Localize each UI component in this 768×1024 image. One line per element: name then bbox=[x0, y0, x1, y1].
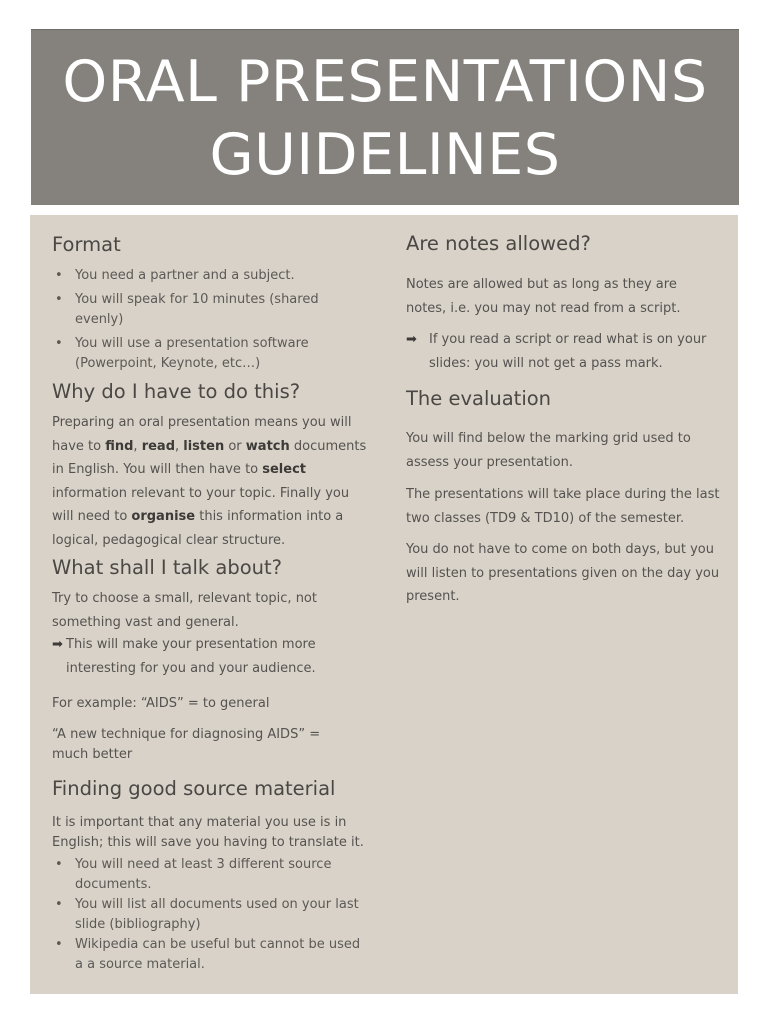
talk-arrow-line bbox=[52, 633, 366, 680]
list-item: • You will list all documents used on your last slide (bibliography) bbox=[52, 895, 372, 935]
why-heading: Why do I have to do this? bbox=[52, 380, 301, 403]
keyword-organise: organise bbox=[131, 509, 196, 524]
keyword-read: read bbox=[141, 438, 175, 454]
content-panel bbox=[30, 215, 738, 994]
talk-heading: What shall I talk about? bbox=[52, 556, 283, 579]
talk-example-1: For example: “AIDS” = to general bbox=[52, 696, 270, 711]
talk-paragraph: Try to choose a small, relevant topic, not something vast and general. bbox=[52, 591, 317, 630]
arrow-icon: ➡ bbox=[406, 332, 417, 347]
why-text-3: information relevant to your topic. Finally you will need to bbox=[52, 485, 350, 524]
title-line-2: GUIDELINES bbox=[209, 122, 561, 188]
notes-paragraph: Notes are allowed but as long as they are notes, i.e. you may not read from a script. bbox=[406, 277, 681, 316]
why-sep: , bbox=[133, 438, 142, 454]
evaluation-paragraph-1: You will find below the marking grid used to assess your presentation. bbox=[406, 431, 691, 470]
list-item: • You will speak for 10 minutes (shared evenly) bbox=[52, 290, 352, 330]
list-item: • You need a partner and a subject. bbox=[52, 266, 352, 286]
why-sep: , bbox=[175, 438, 184, 454]
list-item: • You will use a presentation software (Powerpoint, Keynote, etc…) bbox=[52, 334, 352, 374]
keyword-listen: listen bbox=[183, 438, 225, 454]
keyword-watch: watch bbox=[245, 438, 290, 454]
evaluation-heading: The evaluation bbox=[406, 387, 552, 410]
title-line-1: ORAL PRESENTATIONS bbox=[62, 49, 708, 115]
keyword-select: select bbox=[262, 462, 306, 477]
notes-arrow-text: If you read a script or read what is on your slides: you will not get a pass mark. bbox=[429, 332, 707, 371]
arrow-icon: ➡ bbox=[52, 637, 63, 652]
source-heading: Finding good source material bbox=[52, 777, 336, 800]
keyword-find: find bbox=[105, 438, 134, 454]
talk-arrow-text: This will make your presentation more interesting for you and your audience. bbox=[66, 637, 316, 676]
why-text-1: Preparing an oral presentation means you will have to bbox=[52, 415, 352, 454]
notes-arrow-line bbox=[406, 328, 749, 375]
why-text-2: documents in English. You will then have to bbox=[52, 438, 367, 477]
notes-heading: Are notes allowed? bbox=[406, 232, 591, 255]
format-heading: Format bbox=[52, 233, 121, 256]
source-list bbox=[52, 855, 372, 975]
why-text-4: this information into a logical, pedagogical clear structure. bbox=[52, 509, 344, 548]
format-list bbox=[52, 266, 352, 374]
list-item: • You will need at least 3 different source documents. bbox=[52, 855, 372, 895]
why-paragraph bbox=[52, 411, 372, 552]
source-paragraph: It is important that any material you use is in English; this will save you having to translate it. bbox=[52, 815, 364, 850]
evaluation-paragraph-2: The presentations will take place during the last two classes (TD9 & TD10) of the semester. bbox=[406, 487, 720, 526]
page-header bbox=[31, 29, 739, 205]
list-item: • Wikipedia can be useful but cannot be used a a source material. bbox=[52, 935, 372, 975]
talk-example-2: “A new technique for diagnosing AIDS” = much better bbox=[52, 727, 321, 762]
why-or: or bbox=[224, 438, 246, 454]
evaluation-paragraph-3: You do not have to come on both days, but you will listen to presentations given on the day you present. bbox=[406, 542, 720, 604]
